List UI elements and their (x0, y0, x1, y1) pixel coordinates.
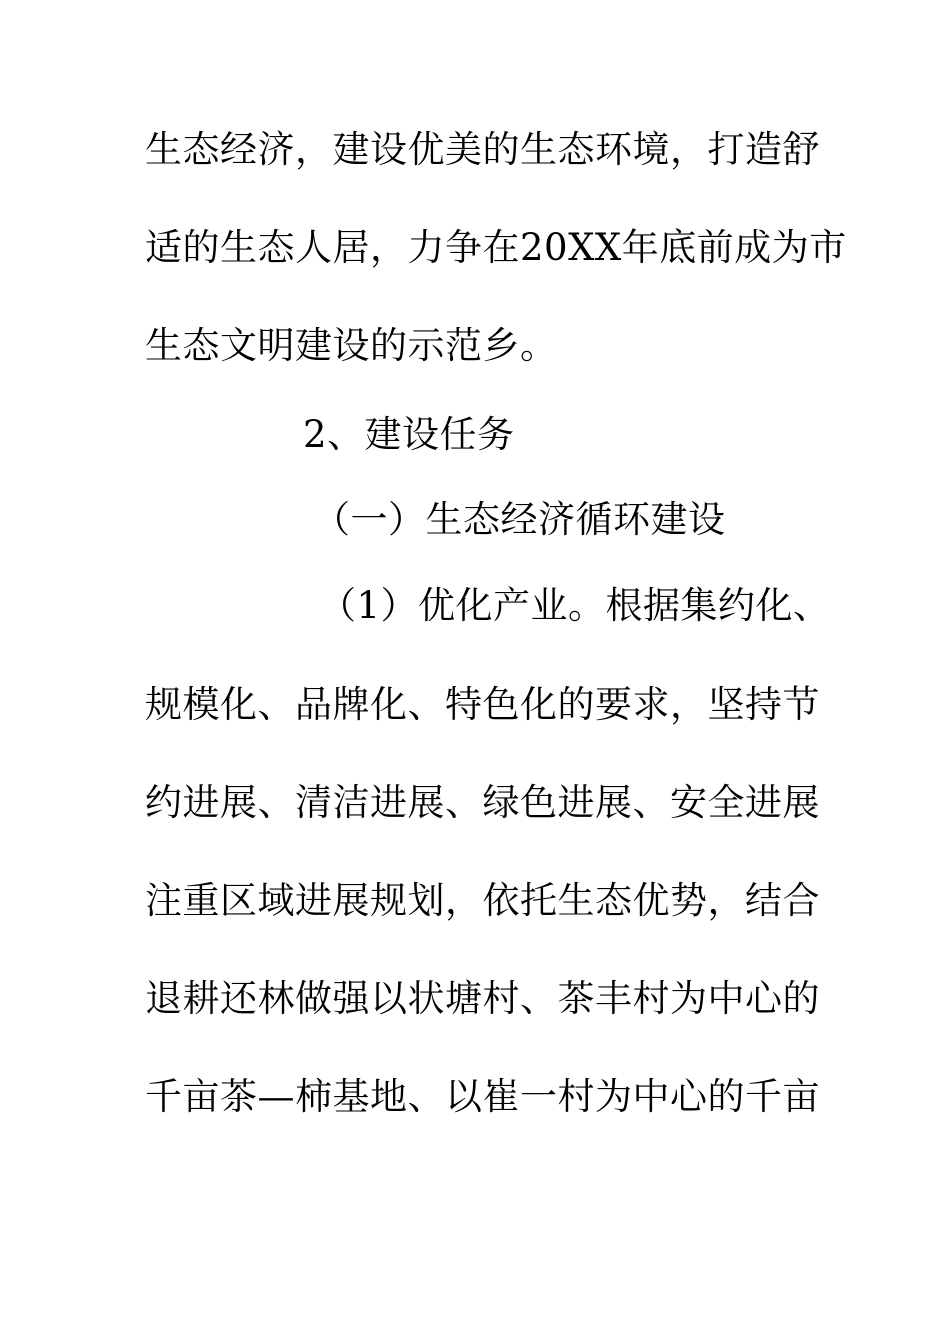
section-heading: 2、建设任务 (303, 413, 515, 456)
paragraph-line: 千亩茶—柿基地、以崔一村为中心的千亩 (145, 1075, 820, 1118)
paragraph-line: 注重区域进展规划，依托生态优势，结合 (145, 879, 820, 922)
paragraph-line: 退耕还林做强以状塘村、茶丰村为中心的 (145, 977, 820, 1020)
paragraph-line: 适的生态人居，力争在20XX年底前成为市 (145, 226, 847, 269)
paragraph-line: 生态文明建设的示范乡。 (145, 324, 558, 367)
paragraph-line: 生态经济，建设优美的生态环境，打造舒 (145, 128, 820, 171)
paragraph-line: 规模化、品牌化、特色化的要求，坚持节 (145, 683, 820, 726)
paragraph-line: （1）优化产业。根据集约化、 (319, 584, 831, 627)
paragraph-line: 约进展、清洁进展、绿色进展、安全进展 (145, 781, 820, 824)
subsection-heading: （一）生态经济循环建设 (313, 498, 726, 541)
